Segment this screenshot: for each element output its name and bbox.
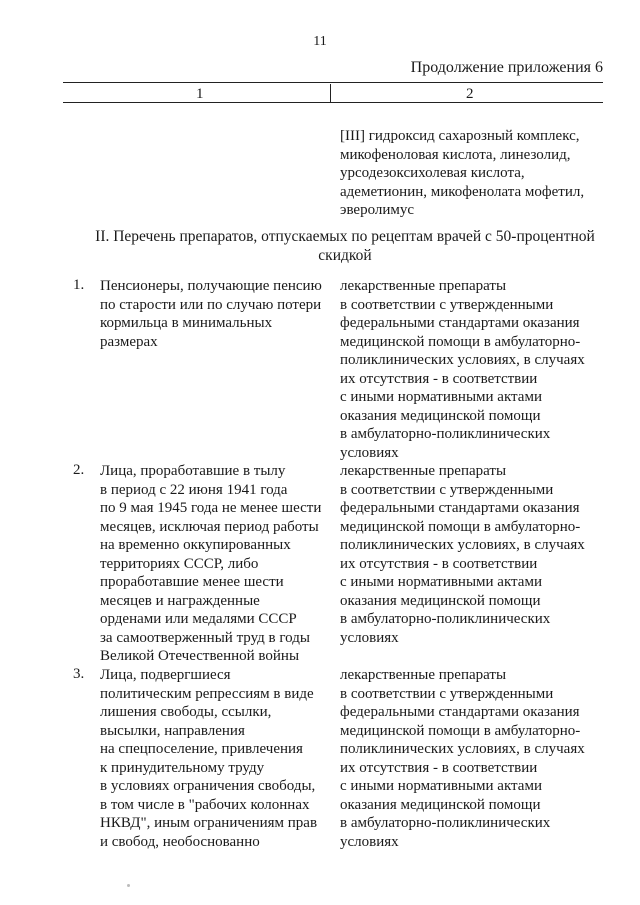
column-divider	[330, 84, 331, 102]
drug-list-line: адеметионин, микофенолата мофетил,	[340, 183, 585, 200]
drugs-line: в амбулаторно-поликлинических	[340, 611, 551, 627]
beneficiary-line: Пенсионеры, получающие пенсию	[100, 278, 322, 294]
drugs-line: с иными нормативными актами	[340, 778, 542, 794]
drugs-line: медицинской помощи в амбулаторно-	[340, 333, 581, 350]
drug-list-line: микофеноловая кислота, линезолид,	[340, 146, 571, 163]
beneficiary-line: по старости или по случаю потери	[100, 296, 322, 313]
beneficiary-line: месяцев, исключая период работы	[100, 518, 319, 535]
beneficiary-line: в период с 22 июня 1941 года	[100, 481, 288, 498]
drugs-line: федеральными стандартами оказания	[340, 500, 580, 516]
section-heading-line: II. Перечень препаратов, отпускаемых по рецептам врачей с 50-процентной	[95, 228, 595, 245]
drugs-line: лекарственные препараты	[340, 667, 507, 683]
drugs-line: условиях	[340, 833, 399, 850]
table-top-rule	[63, 82, 603, 83]
beneficiary-line: за самоотверженный труд в годы	[100, 629, 310, 646]
drugs-line: поликлинических условиях, в случаях	[340, 352, 585, 368]
item-beneficiary	[100, 277, 322, 351]
drugs-line: в соответствии с утвержденными	[340, 481, 554, 498]
beneficiary-line: размерах	[100, 333, 158, 350]
beneficiary-line: территориях СССР, либо	[100, 555, 259, 572]
beneficiary-line: политическим репрессиям в виде	[100, 685, 314, 702]
beneficiary-line: по 9 мая 1945 года не менее шести	[100, 500, 322, 516]
item-beneficiary	[100, 666, 317, 851]
column-1-header: 1	[196, 86, 204, 102]
item-number: 1.	[73, 277, 85, 293]
beneficiary-line: Лица, подвергшиеся	[100, 667, 231, 683]
item-drugs	[340, 277, 585, 462]
drugs-line: с иными нормативными актами	[340, 389, 542, 405]
drugs-line: федеральными стандартами оказания	[340, 704, 580, 720]
drug-list-line: [III] гидроксид сахарозный комплекс,	[340, 128, 580, 144]
item-beneficiary	[100, 462, 321, 666]
beneficiary-line: месяцев и награжденные	[100, 592, 260, 609]
beneficiary-line: орденами или медалями СССР	[100, 611, 297, 627]
drug-list-line: эверолимус	[340, 202, 415, 218]
drugs-line: оказания медицинской помощи	[340, 407, 541, 424]
beneficiary-line: в условиях ограничения свободы,	[100, 778, 316, 794]
drugs-line: в соответствии с утвержденными	[340, 296, 554, 313]
beneficiary-line: Великой Отечественной войны	[100, 648, 300, 664]
item-number: 3.	[73, 666, 85, 682]
drugs-line: с иными нормативными актами	[340, 574, 542, 590]
drugs-line: федеральными стандартами оказания	[340, 315, 580, 331]
beneficiary-line: к принудительному труду	[100, 759, 265, 776]
scan-speck	[127, 884, 130, 887]
page-number: 11	[313, 34, 327, 49]
drugs-line: лекарственные препараты	[340, 463, 507, 479]
drugs-line: их отсутствия - в соответствии	[340, 370, 538, 387]
drugs-line: в соответствии с утвержденными	[340, 685, 554, 702]
drugs-line: условиях	[340, 629, 399, 646]
drugs-line: лекарственные препараты	[340, 278, 507, 294]
drugs-line: медицинской помощи в амбулаторно-	[340, 518, 581, 535]
drugs-line: условиях	[340, 444, 399, 461]
item-number: 2.	[73, 462, 85, 478]
item-drugs	[340, 462, 585, 647]
beneficiary-line: кормильца в минимальных	[100, 315, 273, 331]
beneficiary-line: проработавшие менее шести	[100, 574, 284, 590]
drugs-line: медицинской помощи в амбулаторно-	[340, 722, 581, 739]
beneficiary-line: и свобод, необоснованно	[100, 833, 260, 850]
drug-list-line: урсодезоксихолевая кислота,	[340, 165, 525, 181]
drugs-line: поликлинических условиях, в случаях	[340, 537, 585, 553]
beneficiary-line: на временно оккупированных	[100, 537, 291, 553]
drugs-line: их отсутствия - в соответствии	[340, 555, 538, 572]
beneficiary-line: в том числе в "рабочих колоннах	[100, 796, 310, 813]
top-drug-list	[340, 127, 584, 220]
continuation-title: Продолжение приложения 6	[410, 59, 603, 76]
beneficiary-line: на спецпоселение, привлечения	[100, 741, 303, 757]
drugs-line: их отсутствия - в соответствии	[340, 759, 538, 776]
section-heading	[85, 227, 605, 265]
table-header-rule	[63, 102, 603, 103]
drugs-line: в амбулаторно-поликлинических	[340, 426, 551, 442]
beneficiary-line: высылки, направления	[100, 722, 245, 739]
item-drugs	[340, 666, 585, 851]
section-heading-line: скидкой	[318, 247, 372, 264]
drugs-line: оказания медицинской помощи	[340, 796, 541, 813]
drugs-line: оказания медицинской помощи	[340, 592, 541, 609]
column-2-header: 2	[466, 86, 474, 102]
beneficiary-line: лишения свободы, ссылки,	[100, 704, 272, 720]
drugs-line: поликлинических условиях, в случаях	[340, 741, 585, 757]
drugs-line: в амбулаторно-поликлинических	[340, 815, 551, 831]
beneficiary-line: НКВД", иным ограничениям прав	[100, 815, 318, 831]
beneficiary-line: Лица, проработавшие в тылу	[100, 463, 286, 479]
